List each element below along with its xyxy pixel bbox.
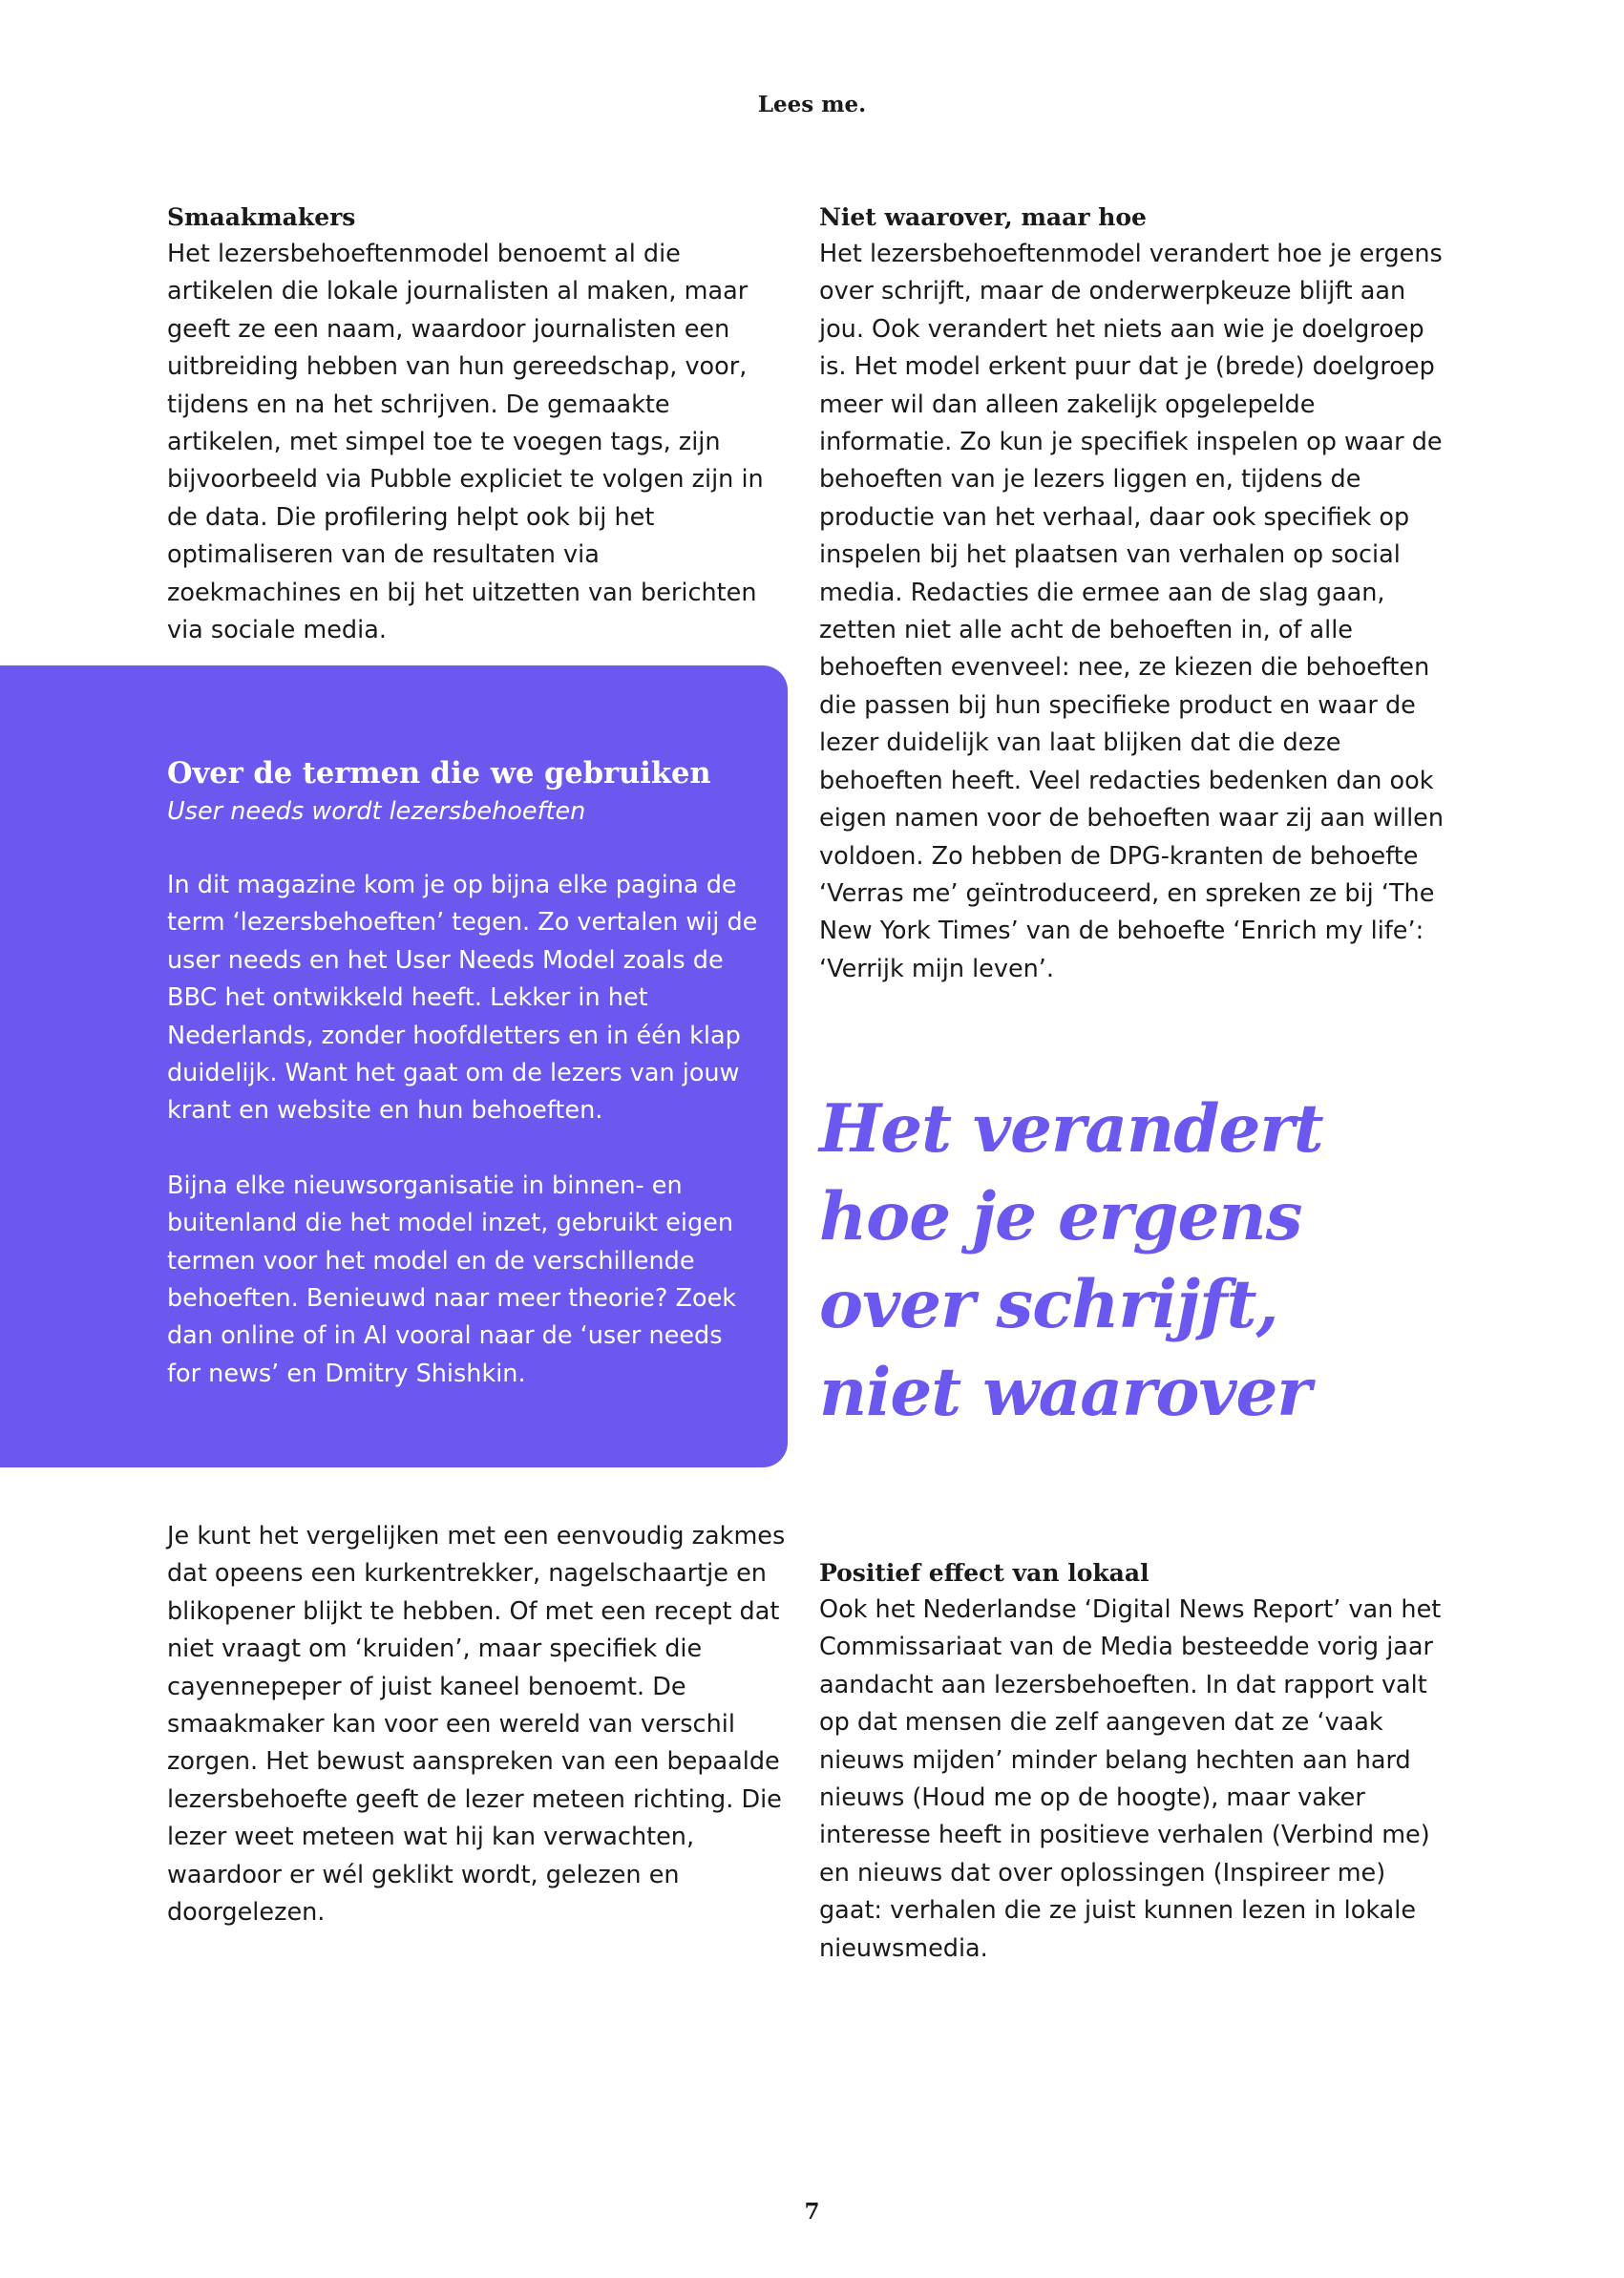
section-positief-effect xyxy=(819,1554,1454,1968)
info-box-paragraph: Bijna elke nieuwsorganisatie in binnen- en buitenland die het model inzet, gebruikt eigen termen voor het model en de verschillende behoeften. Benieuwd naar meer theorie? Zoek dan online of in AI vooral naar de ‘user needs for news’ en Dmitry Shishkin. xyxy=(167,1171,737,1388)
info-box-content xyxy=(167,753,759,1430)
info-box-subtitle: User needs wordt lezersbehoeften xyxy=(167,797,586,826)
section-heading: Niet waarover, maar hoe xyxy=(819,203,1147,231)
section-smaakmakers xyxy=(167,199,778,649)
section-zakmes xyxy=(167,1518,788,1931)
info-box-paragraph: In dit magazine kom je op bijna elke pagina de term ‘lezersbehoeften’ tegen. Zo vertalen wij de user needs en het User Needs Model zoals de BBC het ontwikkeld heeft. Lekker in het Nederlands, zonder hoofdletters en in één klap duidelijk. Want het gaat om de lezers van jouw krant en website en hun behoeften. xyxy=(167,871,758,1126)
info-box xyxy=(0,665,788,1467)
section-body: Het lezersbehoeftenmodel verandert hoe je ergens over schrijft, maar de onderwerpkeuze blijft aan jou. Ook verandert het niets aan wie je doelgroep is. Het model erkent puur dat je (brede) doelgroep meer wil dan alleen zakelijk opgelepelde informatie. Zo kun je specifiek inspelen op waar de behoeften van je lezers liggen en, tijdens de productie van het verhaal, daar ook specifiek op inspelen bij het plaatsen van verhalen op social media. Redacties die ermee aan de slag gaan, zetten niet alle acht de behoeften in, of alle behoeften evenveel: nee, ze kiezen die behoeften die passen bij hun specifieke product en waar de lezer duidelijk van laat blijken dat die deze behoeften heeft. Veel redacties bedenken dan ook eigen namen voor de behoeften waar zij aan willen voldoen. Zo hebben de DPG-kranten de behoefte ‘Verras me’ geïntroduceerd, en spreken ze bij ‘The New York Times’ van de behoefte ‘Enrich my life’: ‘Verrijk mijn leven’. xyxy=(819,240,1445,983)
pull-quote: Het verandert hoe je ergens over schrijft, niet waarover xyxy=(819,1090,1323,1431)
section-niet-waarover xyxy=(819,199,1454,988)
section-body: Je kunt het vergelijken met een eenvoudig zakmes dat opeens een kurkentrekker, nagelschaartje en blikopener blijkt te hebben. Of met een recept dat niet vraagt om ‘kruiden’, maar specifiek die cayennepeper of juist kaneel benoemt. De smaakmaker kan voor een wereld van verschil zorgen. Het bewust aanspreken van een bepaalde lezersbehoefte geeft de lezer meteen richting. Die lezer weet meteen wat hij kan verwachten, waardoor er wél geklikt wordt, gelezen en doorgelezen. xyxy=(167,1522,786,1928)
section-body: Het lezersbehoeftenmodel benoemt al die artikelen die lokale journalisten al maken, maar geeft ze een naam, waardoor journalisten een uitbreiding hebben van hun gereedschap, voor, tijdens en na het schrijven. De gemaakte artikelen, met simpel toe te voegen tags, zijn bijvoorbeeld via Pubble expliciet te volgen zijn in de data. Die profilering helpt ook bij het optimaliseren van de resultaten via zoekmachines en bij het uitzetten van berichten via sociale media. xyxy=(167,240,764,645)
section-heading: Smaakmakers xyxy=(167,203,356,231)
info-box-title: Over de termen die we gebruiken xyxy=(167,756,711,791)
page-header-title: Lees me. xyxy=(757,92,867,117)
page-number: 7 xyxy=(804,2199,820,2225)
section-heading: Positief effect van lokaal xyxy=(819,1559,1149,1587)
section-body: Ook het Nederlandse ‘Digital News Report’ van het Commissariaat van de Media besteedde vorig jaar aandacht aan lezersbehoeften. In dat rapport valt op dat mensen die zelf aangeven dat ze ‘vaak nieuws mijden’ minder belang hechten aan hard nieuws (Houd me op de hoogte), maar vaker interesse heeft in positieve verhalen (Verbind me) en nieuws dat over oplossingen (Inspireer me) gaat: verhalen die ze juist kunnen lezen in lokale nieuwsmedia. xyxy=(819,1595,1442,1963)
